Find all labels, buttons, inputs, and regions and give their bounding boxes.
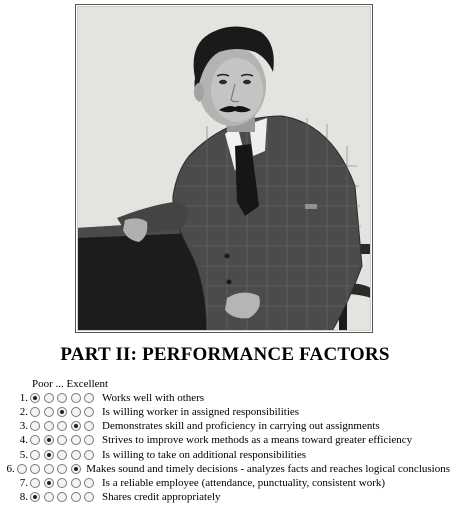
rating-radio-2[interactable] [44,393,54,403]
factor-row [0,419,450,433]
portrait-image [77,6,371,331]
page-title: PART II: PERFORMANCE FACTORS [60,344,390,365]
rating-radio-3[interactable] [57,435,67,445]
rating-radio-4[interactable] [71,435,81,445]
factor-row [0,462,450,476]
factor-number: 1. [19,392,28,405]
rating-radio-2[interactable] [44,492,54,502]
rating-radio-1[interactable] [30,478,40,488]
rating-radio-4[interactable] [71,450,81,460]
rating-radio-group [17,464,85,474]
rating-radio-group [30,435,100,445]
factor-label: Is willing to take on additional responsibilities [102,448,307,461]
rating-radio-1[interactable] [30,450,40,460]
rating-radio-5[interactable] [84,407,94,417]
factor-label: Demonstrates skill and proficiency in carrying out assignments [102,420,380,433]
rating-radio-5[interactable] [84,492,94,502]
factor-label: Is willing worker in assigned responsibilities [102,406,300,419]
factor-row [0,405,450,419]
rating-radio-1[interactable] [17,464,27,474]
rating-radio-4[interactable] [71,393,81,403]
rating-radio-4[interactable] [57,464,67,474]
rating-radio-2[interactable] [44,407,54,417]
rating-radio-3[interactable] [57,393,67,403]
rating-radio-5[interactable] [84,435,94,445]
rating-radio-2[interactable] [44,478,54,488]
rating-radio-2[interactable] [44,435,54,445]
factor-label: Shares credit appropriately [102,491,221,504]
rating-radio-3[interactable] [57,478,67,488]
rating-radio-5[interactable] [71,464,81,474]
factor-label: Strives to improve work methods as a means toward greater efficiency [102,434,413,447]
factor-number: 4. [19,434,28,447]
rating-radio-1[interactable] [30,492,40,502]
rating-radio-5[interactable] [84,450,94,460]
rating-radio-3[interactable] [44,464,54,474]
portrait-photo [75,4,373,333]
rating-radio-3[interactable] [57,407,67,417]
rating-radio-5[interactable] [84,421,94,431]
factor-row [0,476,450,490]
rating-radio-group [30,478,100,488]
factor-row [0,490,450,504]
rating-radio-group [30,450,100,460]
factor-number: 5. [19,448,28,461]
factor-number: 3. [19,420,28,433]
rating-radio-4[interactable] [71,407,81,417]
rating-radio-5[interactable] [84,478,94,488]
rating-radio-1[interactable] [30,421,40,431]
rating-radio-3[interactable] [57,421,67,431]
factor-number: 2. [19,406,28,419]
rating-radio-group [30,393,100,403]
rating-radio-3[interactable] [57,492,67,502]
performance-factors-list [0,391,450,504]
rating-radio-group [30,421,100,431]
rating-radio-4[interactable] [71,492,81,502]
rating-radio-4[interactable] [71,478,81,488]
rating-radio-1[interactable] [30,435,40,445]
factor-label: Is a reliable employee (attendance, punctuality, consistent work) [102,476,386,489]
rating-radio-group [30,407,100,417]
factor-number: 7. [19,476,28,489]
factor-row [0,433,450,447]
rating-radio-2[interactable] [44,450,54,460]
factor-row [0,391,450,405]
factor-number: 8. [19,491,28,504]
factor-label: Works well with others [102,392,205,405]
rating-radio-group [30,492,100,502]
rating-radio-1[interactable] [30,393,40,403]
rating-radio-2[interactable] [44,421,54,431]
rating-radio-5[interactable] [84,393,94,403]
factor-label: Makes sound and timely decisions - analyzes facts and reaches logical conclusions [86,462,450,475]
factor-row [0,448,450,462]
rating-radio-2[interactable] [30,464,40,474]
rating-radio-4[interactable] [71,421,81,431]
rating-radio-1[interactable] [30,407,40,417]
rating-radio-3[interactable] [57,450,67,460]
rating-scale-label: Poor ... Excellent [32,378,109,390]
factor-number: 6. [6,462,15,475]
